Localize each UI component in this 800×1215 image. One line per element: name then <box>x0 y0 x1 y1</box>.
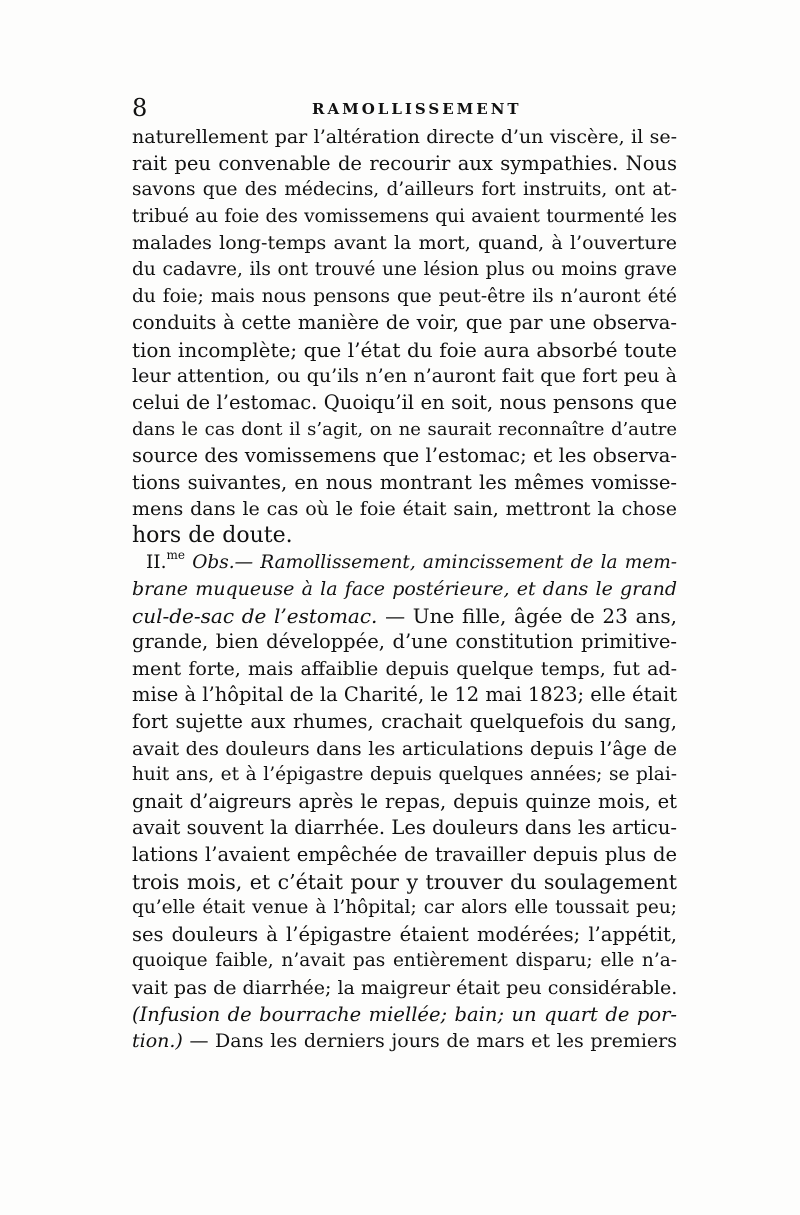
observation-title: brane muqueuse à la face postérieure, et dans le grand <box>132 578 677 601</box>
text-line: rait peu convenable de recourir aux sympathies. Nous <box>132 151 677 175</box>
prescription-line <box>132 1002 677 1029</box>
body-text <box>132 124 677 1055</box>
text-line: ses douleurs à l’épigastre étaient modérées; l’appétit, <box>132 922 677 946</box>
text-line: avait des douleurs dans les articulations depuis l’âge de <box>132 737 677 760</box>
prescription-text: (Infusion de bourrache miellée; bain; un quart de por- <box>132 1002 677 1026</box>
text-line: dans le cas dont il s’agit, on ne saurait reconnaître d’autre <box>132 418 677 440</box>
observation-title: cul-de-sac de l’estomac. <box>132 603 378 628</box>
observation-numeral-suffix: me <box>166 547 185 562</box>
text-line: mise à l’hôpital de la Charité, le 12 mai 1823; elle était <box>132 683 678 707</box>
text-line: hors de doute. <box>132 522 293 548</box>
observation-title-line <box>132 603 677 630</box>
observation-title-line <box>132 576 677 603</box>
observation-text: — Dans les derniers jours de mars et les premiers <box>182 1030 677 1053</box>
observation-text: — Une fille, âgée de 23 ans, <box>377 603 677 628</box>
text-line: savons que des médecins, d’ailleurs fort instruits, ont at- <box>132 179 677 201</box>
text-line: trois mois, et c’était pour y trouver du soulagement <box>132 869 677 894</box>
text-line: tribué au foie des vomissemens qui avaient tourmenté les <box>132 205 677 227</box>
text-line: fort sujette aux rhumes, crachait quelquefois du sang, <box>132 710 677 734</box>
page-number: 8 <box>132 94 148 122</box>
text-line: vait pas de diarrhée; la maigreur était peu considérable. <box>132 977 678 999</box>
text-line: avait souvent la diarrhée. Les douleurs dans les articu- <box>132 816 677 840</box>
text-line: qu’elle était venue à l’hôpital; car alors elle toussait peu; <box>132 897 677 919</box>
prescription-text: tion.) <box>132 1030 183 1053</box>
text-line: ment forte, mais affaiblie depuis quelque temps, fut ad- <box>132 657 677 680</box>
observation-label: Obs. <box>192 551 235 573</box>
text-line: lations l’avaient empêchée de travailler depuis plus de <box>132 843 677 867</box>
text-line: grande, bien développée, d’une constitution primitive- <box>132 630 677 654</box>
text-line: du cadavre, ils ont trouvé une lésion plus ou moins grave <box>132 258 677 280</box>
observation-heading-line <box>132 547 677 577</box>
prescription-line <box>132 1028 677 1055</box>
text-line: naturellement par l’altération directe d’un viscère, il se- <box>132 126 677 148</box>
text-line: conduits à cette manière de voir, que par une observa- <box>132 311 677 335</box>
text-line: mens dans le cas où le foie était sain, mettront la chose <box>132 498 677 521</box>
text-line: tion incomplète; que l’état du foie aura absorbé toute <box>132 337 677 362</box>
text-line: huit ans, et à l’épigastre depuis quelques années; se plai- <box>132 764 677 786</box>
text-line: gnait d’aigreurs après le repas, depuis quinze mois, et <box>132 789 677 813</box>
text-line: leur attention, ou qu’ils n’en n’auront fait que fort peu à <box>132 365 677 388</box>
text-line: source des vomissemens que l’estomac; et les observa- <box>132 444 677 468</box>
text-line: du foie; mais nous pensons que peut-être ils n’auront été <box>132 285 677 307</box>
text-line: malades long-temps avant la mort, quand, à l’ouverture <box>132 232 677 255</box>
running-head <box>132 94 677 122</box>
text-line: quoique faible, n’avait pas entièrement disparu; elle n’a- <box>132 950 677 972</box>
text-line: celui de l’estomac. Quoiqu’il en soit, nous pensons que <box>132 390 677 414</box>
observation-numeral: II. <box>146 551 167 573</box>
observation-title: — Ramollissement, amincissement de la mem- <box>234 551 677 573</box>
text-line: tions suivantes, en nous montrant les mêmes vomisse- <box>132 470 677 494</box>
running-title: RAMOLLISSEMENT <box>312 100 522 118</box>
